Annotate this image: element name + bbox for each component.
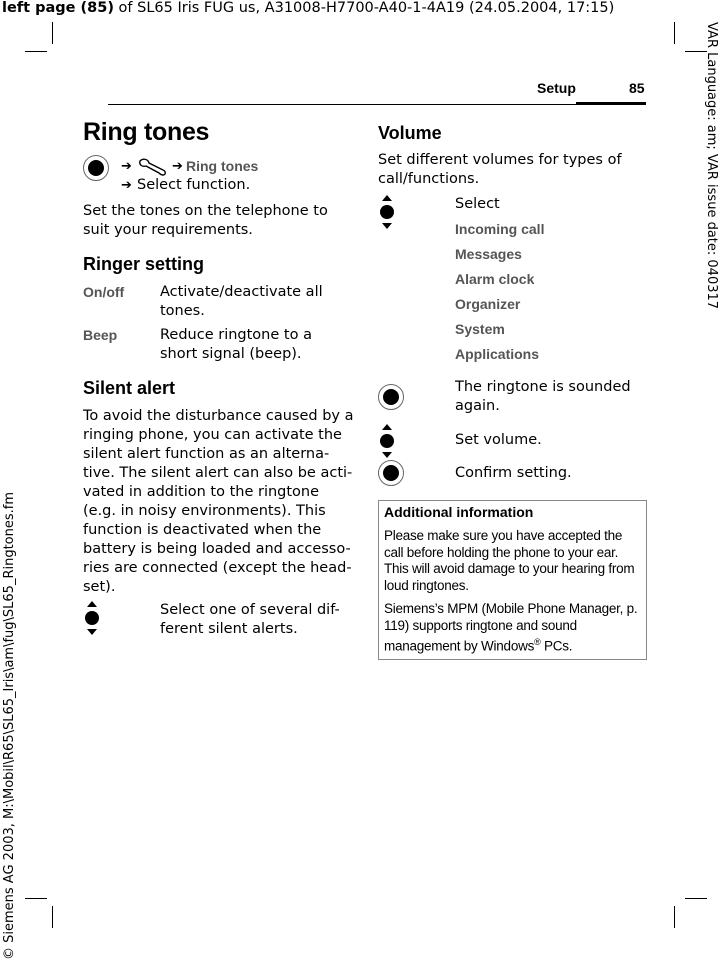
info-paragraph-1: Please make sure you have accepted the call before holding the phone to your ear. This will avoid damage to your hearing from loud ringtones. — [384, 528, 635, 593]
menu-item-applications: Applications — [455, 346, 540, 362]
step-set-volume: Set volume. — [455, 432, 542, 448]
crop-mark — [674, 22, 675, 44]
menu-ring-tones: Ring tones — [186, 158, 259, 174]
volume-menu-list — [455, 217, 544, 367]
menu-item-organizer: Organizer — [455, 296, 521, 312]
desc-beep: Reduce ringtone to a short signal (beep). — [160, 327, 312, 362]
step-ringtone-sounded: The ringtone is sounded again. — [455, 379, 631, 414]
menu-item-messages: Messages — [455, 246, 522, 262]
arrow-icon: ➔ — [121, 178, 132, 193]
side-text-left: © Siemens AG 2003, M:\Mobil\R65\SL65_Iris\am\fug\SL65_Ringtones.fm — [2, 491, 17, 960]
print-header-label: left page (85) — [2, 0, 114, 16]
info-paragraph-2-text: Siemens’s MPM (Mobile Phone Manager, p. 119) supports ringtone and sound management by Windows — [384, 601, 638, 654]
navigation-key-icon — [378, 423, 396, 459]
select-key-icon — [83, 155, 109, 181]
arrow-icon: ➔ — [121, 159, 132, 174]
volume-intro: Set different volumes for types of call/functions. — [378, 152, 622, 187]
header-rule — [108, 104, 576, 105]
header-rule-thick — [576, 102, 646, 105]
crop-mark — [25, 51, 47, 52]
silent-heading: Silent alert — [83, 378, 176, 398]
text-line: (e.g. in noisy environments). This — [83, 503, 326, 519]
text-line: To avoid the disturbance caused by a — [83, 408, 354, 424]
page-title: Ring tones — [83, 118, 210, 146]
menu-item-incoming-call: Incoming call — [455, 221, 545, 237]
crop-mark — [52, 22, 53, 44]
select-label: Select — [455, 196, 500, 212]
navigation-key-icon — [83, 600, 101, 636]
navigation-key-icon — [378, 194, 396, 230]
desc-on-off: Activate/deactivate all tones. — [160, 284, 323, 319]
page-number: 85 — [629, 80, 645, 96]
menu-item-system: System — [455, 321, 505, 337]
side-text-right: VAR Language: am; VAR issue date: 040317 — [704, 22, 719, 310]
silent-text — [83, 407, 358, 597]
volume-heading: Volume — [378, 123, 442, 143]
text-line: ries are connected (except the head- — [83, 560, 352, 576]
nav-select-text: Select function. — [137, 177, 251, 193]
text-line: function is deactivated when the — [83, 522, 322, 538]
intro-text: Set the tones on the telephone to suit your requirements. — [83, 203, 328, 238]
print-header — [2, 0, 614, 16]
text-line: Select one of several dif- — [160, 602, 340, 618]
text-line: silent alert function as an alterna- — [83, 446, 330, 462]
text-line: vated in addition to the ringtone — [83, 484, 320, 500]
text-line: tive. The silent alert can also be acti- — [83, 465, 353, 481]
silent-step-text — [160, 601, 360, 639]
arrow-icon: ➔ — [172, 159, 183, 174]
text-line: set). — [83, 579, 116, 595]
info-title: Additional information — [384, 504, 534, 520]
print-header-rest: of SL65 Iris FUG us, A31008-H7700-A40-1-4A19 (24.05.2004, 17:15) — [113, 0, 615, 16]
term-on-off: On/off — [83, 284, 125, 300]
crop-mark — [685, 898, 707, 899]
step-confirm-setting: Confirm setting. — [455, 465, 572, 481]
text-line: ringing phone, you can activate the — [83, 427, 342, 443]
term-beep: Beep — [83, 327, 118, 343]
info-paragraph-2-end: PCs. — [540, 638, 573, 654]
additional-info-box — [378, 500, 647, 660]
crop-mark — [52, 906, 53, 928]
registered-mark: ® — [534, 637, 541, 647]
text-line: battery is being loaded and accesso- — [83, 541, 351, 557]
text-line: ferent silent alerts. — [160, 621, 298, 637]
crop-mark — [674, 906, 675, 928]
crop-mark — [25, 898, 47, 899]
wrench-icon — [137, 157, 169, 177]
select-key-icon — [378, 460, 404, 486]
running-header-section: Setup — [537, 80, 576, 96]
menu-item-alarm-clock: Alarm clock — [455, 271, 535, 287]
ringer-heading: Ringer setting — [83, 254, 205, 274]
info-paragraph-2 — [384, 601, 642, 655]
select-key-icon — [378, 384, 404, 410]
